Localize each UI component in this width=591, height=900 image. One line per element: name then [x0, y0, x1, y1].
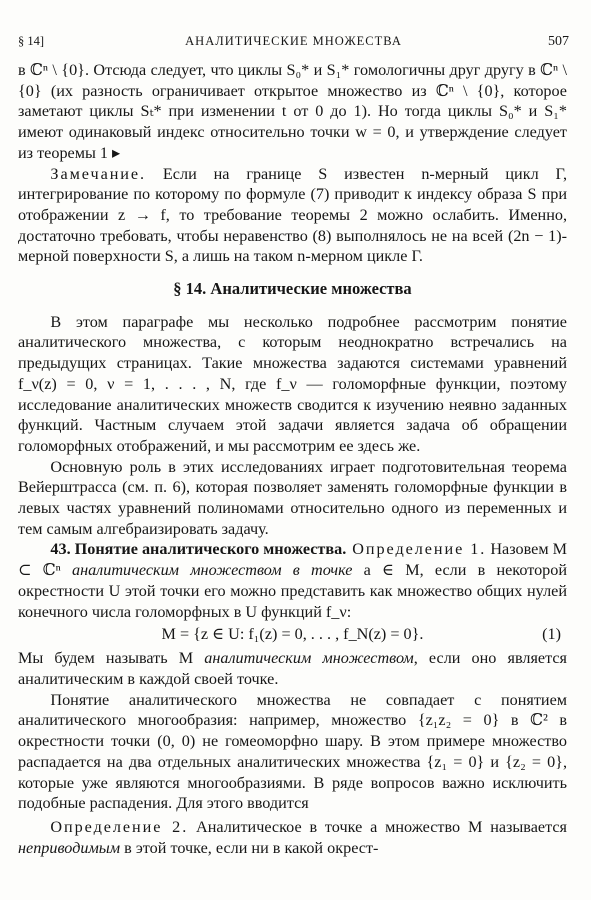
definition1-term: аналитическим множеством в точке: [71, 561, 353, 580]
definition2-text-1: Аналитическое в точке a множество M называется: [188, 817, 568, 836]
section-heading: § 14. Аналитические множества: [173, 279, 412, 299]
def-text-a: Мы будем называть M: [18, 649, 205, 668]
def-text-b: , если оно является аналитическим в каждой своей точке.: [18, 649, 568, 688]
definition2-term: неприводимым: [18, 838, 121, 857]
definition-analytic-set-paragraph: [18, 648, 567, 689]
running-head-section: § 14]: [18, 34, 45, 48]
remark-label: Замечание.: [50, 164, 147, 183]
page-body: [18, 60, 567, 858]
definition1-label: Определение 1.: [346, 540, 487, 559]
definition2-text-2: в этой точке, если ни в какой окрест-: [120, 838, 379, 857]
definition1-text-2: a ∈ M, если в некоторой окрестности U этой точки его можно представить как множество общих нулей конечного числа голоморфных в U функций f_ν:: [18, 561, 568, 621]
subsection-title: 43. Понятие аналитического множества.: [50, 540, 347, 559]
subsection-paragraph: [18, 539, 567, 622]
page-number: 507: [548, 34, 569, 49]
weierstrass-paragraph: Основную роль в этих исследованиях играет подготовительная теорема Вейерштрасса (см. п. 6), которая позволяет заменять голоморфные функции в левых частях уравнений полиномами относительно одного из переменных и тем самым алгебраизировать задачу.: [18, 457, 567, 538]
intro-paragraph: В этом параграфе мы несколько подробнее рассмотрим понятие аналитического множества, с которым неоднократно встречались на предыдущих страницах. Такие множества задаются системами уравнений f_ν(z) = 0, ν = 1, . . . , N, где f_ν — голоморфные функции, поэтому исследование аналитических множеств сводится к изучению неявно заданных функций. Частным случаем этой задачи является задача об обращении голоморфных отображений, и мы рассмотрим ее здесь же.: [18, 312, 567, 455]
remark-text: Если на границе S известен n-мерный цикл Γ, интегрирование по которому по формуле (7) приводит к индексу образа S при отображении z → f, то требование теоремы 2 можно ослабить. Именно, достаточно требовать, чтобы неравенство (8) выполнялось не на всей (2n − 1)-мерной поверхности S, а лишь на таком n-мерном цикле Γ.: [18, 164, 567, 266]
definition2-label: Определение 2.: [50, 817, 189, 836]
formula-text: M = {z ∈ U: f₁(z) = 0, . . . , f_N(z) = 0}.: [161, 625, 424, 644]
display-formula: [18, 624, 567, 646]
remark-paragraph: [18, 164, 567, 268]
definition1-text-1: Назовем M ⊂ ℂⁿ: [18, 540, 568, 580]
running-head: [18, 34, 569, 54]
manifold-paragraph: Понятие аналитического множества не совпадает с понятием аналитического многообразия: например, множество {z₁z₂ = 0} в ℂ² в окрестности точки (0, 0) не гомеоморфно шару. В этом примере множество распадается на два отдельных аналитических множества {z₁ = 0} и {z₂ = 0}, которые уже являются многообразиями. В ряде вопросов важно исключить подобные распадения. Для этого вводится: [18, 690, 567, 813]
continuation-paragraph: в ℂⁿ \ {0}. Отсюда следует, что циклы S₀* и S₁* гомологичны друг другу в ℂⁿ \ {0} (их разность ограничивает открытое множество из ℂⁿ \ {0}, которое заметают циклы Sₜ* при изменении t от 0 до 1). Но тогда циклы S₀* и S₁* имеют одинаковый индекс относительно точки w = 0, и утверждение следует из теоремы 1 ▸: [18, 61, 567, 162]
running-head-title: АНАЛИТИЧЕСКИЕ МНОЖЕСТВА: [185, 34, 402, 48]
formula-number: (1): [542, 625, 561, 644]
def-term: аналитическим множеством: [204, 649, 414, 668]
definition2-paragraph: [18, 817, 567, 858]
